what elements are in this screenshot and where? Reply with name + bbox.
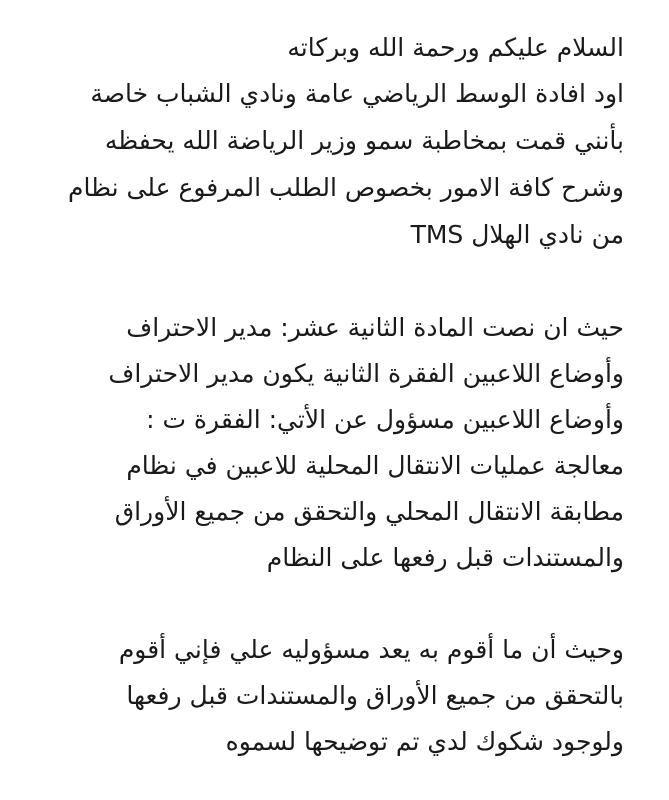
text-line: وحيث أن ما أقوم به يعد مسؤوليه علي فإني أقوم bbox=[118, 635, 624, 664]
text-line: وأوضاع اللاعبين مسؤول عن الأتي: الفقرة ت : bbox=[146, 405, 624, 434]
text-line: بأنني قمت بمخاطبة سمو وزير الرياضة الله يحفظه bbox=[104, 126, 624, 155]
text-line: والمستندات قبل رفعها على النظام bbox=[266, 543, 624, 572]
text-line: حيث ان نصت المادة الثانية عشر: مدير الاحتراف bbox=[126, 313, 624, 342]
text-line: السلام عليكم ورحمة الله وبركاته bbox=[287, 33, 624, 62]
text-line: معالجة عمليات الانتقال المحلية للاعبين في نظام bbox=[126, 451, 624, 480]
text-line: اود افادة الوسط الرياضي عامة ونادي الشباب خاصة bbox=[90, 79, 624, 108]
text-line: ولوجود شكوك لدي تم توضيحها لسموه bbox=[225, 727, 624, 756]
text-line: TMS من نادي الهلال bbox=[410, 220, 624, 249]
text-line: وأوضاع اللاعبين الفقرة الثانية يكون مدير الاحتراف bbox=[108, 359, 624, 388]
text-line: وشرح كافة الامور بخصوص الطلب المرفوع على نظام bbox=[67, 173, 624, 202]
text-line: بالتحقق من جميع الأوراق والمستندات قبل رفعها bbox=[126, 681, 624, 710]
text-line: مطابقة الانتقال المحلي والتحقق من جميع الأوراق bbox=[114, 497, 624, 526]
